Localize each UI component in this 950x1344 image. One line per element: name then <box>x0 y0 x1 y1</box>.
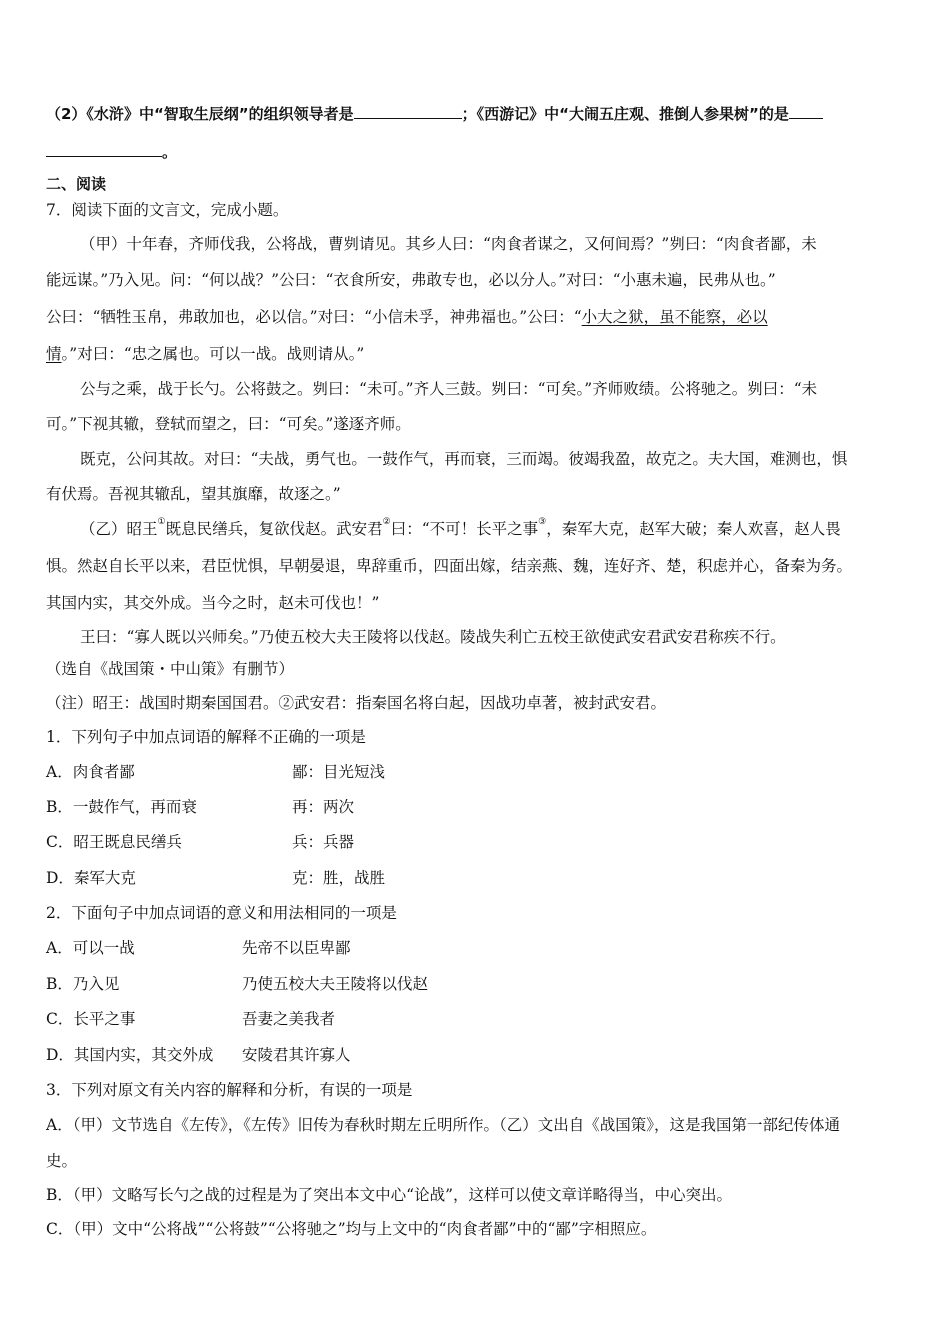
footnote-marker-2: ② <box>382 517 391 527</box>
jia-p1-line3 <box>46 307 768 327</box>
option-gloss: 先帝不以臣卑鄙 <box>242 939 351 957</box>
jia-p1-line1: （甲）十年春，齐师伐我，公将战，曹刿请见。其乡人曰：“肉食者谋之，又何间焉？”刿曰：“肉食者鄙，未 <box>80 235 817 253</box>
option-gloss: 鄙：目光短浅 <box>292 763 386 781</box>
underlined-sentence-end: 情 <box>46 345 62 363</box>
option-label: C．长平之事 <box>46 1010 136 1028</box>
section-heading: 二、阅读 <box>46 175 107 193</box>
answer-blank-2a[interactable] <box>789 104 823 119</box>
option-label: A．可以一战 <box>46 939 135 957</box>
q6-part2-end: 。 <box>162 143 178 161</box>
sub3-option-b[interactable]: B．（甲）文略写长勺之战的过程是为了突出本文中心“论战”，这样可以使文章详略得当，中心突出。 <box>46 1186 732 1204</box>
option-label: D．秦军大克 <box>46 869 136 887</box>
yi-text-d: ，秦军大克，赵军大破；秦人欢喜，赵人畏 <box>546 520 841 538</box>
sub3-option-a-line2[interactable]: 史。 <box>46 1152 78 1170</box>
option-gloss: 安陵君其许寡人 <box>242 1046 351 1064</box>
q7-intro: 7．阅读下面的文言文，完成小题。 <box>46 201 289 219</box>
q6-part2-text-b: ；《西游记》中“大闹五庄观、推倒人参果树”的是 <box>461 105 789 123</box>
sub2-option-c[interactable] <box>46 1009 336 1029</box>
jia-p1-line4-text: 。”对曰：“忠之属也。可以一战。战则请从。” <box>61 345 365 363</box>
jia-p2-line2: 可。”下视其辙，登轼而望之，曰：“可矣。”遂逐齐师。 <box>46 415 411 433</box>
source-note: （选自《战国策・中山策》有删节） <box>46 660 295 678</box>
yi-text-b: 既息民缮兵，复欲伐赵。武安君 <box>165 520 383 538</box>
answer-blank-1[interactable] <box>354 104 462 119</box>
option-label: B．一鼓作气，再而衰 <box>46 798 197 816</box>
underlined-sentence: 小大之狱，虽不能察，必以 <box>581 308 768 326</box>
yi-p1-line1 <box>80 519 841 539</box>
option-label: C．昭王既息民缮兵 <box>46 833 182 851</box>
sub3-option-c[interactable]: C．（甲）文中“公将战”“公将鼓”“公将驰之”均与上文中的“肉食者鄙”中的“鄙”字相照应。 <box>46 1220 657 1238</box>
option-gloss: 乃使五校大夫王陵将以伐赵 <box>242 975 429 993</box>
sub2-option-b[interactable] <box>46 974 429 994</box>
jia-p2-line1: 公与之乘，战于长勺。公将鼓之。刿曰：“未可。”齐人三鼓。刿曰：“可矣。”齐师败绩。公将驰之。刿曰：“未 <box>80 380 818 398</box>
q6-part2-text-a: （2）《水浒》中“智取生辰纲”的组织领导者是 <box>46 105 354 123</box>
yi-p1-line2: 惧。然赵自长平以来，君臣忧惧，早朝晏退，卑辞重币，四面出嫁，结亲燕、魏，连好齐、楚，积虑并心，备秦为务。 <box>46 557 853 575</box>
sub1-stem: 1．下列句子中加点词语的解释不正确的一项是 <box>46 728 366 746</box>
answer-blank-2b[interactable] <box>46 142 162 157</box>
sub2-option-a[interactable] <box>46 938 351 958</box>
q6-part2-line2 <box>46 142 177 162</box>
sub2-stem: 2．下面句子中加点词语的意义和用法相同的一项是 <box>46 904 397 922</box>
footnote-marker-3: ③ <box>538 517 547 527</box>
jia-p1-line4 <box>46 344 364 364</box>
option-label: B．乃入见 <box>46 975 120 993</box>
footnote-marker-1: ① <box>157 517 166 527</box>
option-gloss: 再：两次 <box>292 798 355 816</box>
footnotes: （注）昭王：战国时期秦国国君。②武安君：指秦国名将白起，因战功卓著，被封武安君。 <box>46 694 667 712</box>
option-gloss: 兵：兵器 <box>292 833 355 851</box>
q6-part2-line1 <box>46 104 823 124</box>
jia-p1-line3-text: 公曰：“牺牲玉帛，弗敢加也，必以信。”对曰：“小信未孚，神弗福也。”公曰：“ <box>46 308 582 326</box>
option-label: D．其国内实，其交外成 <box>46 1046 214 1064</box>
yi-text-c: 曰：“不可！长平之事 <box>390 520 539 538</box>
option-label: A．肉食者鄙 <box>46 763 135 781</box>
sub1-option-b[interactable] <box>46 797 355 817</box>
yi-text-a: （乙）昭王 <box>80 520 158 538</box>
yi-p1-line3: 其国内实，其交外成。当今之时，赵未可伐也！” <box>46 594 380 612</box>
jia-p3-line1: 既克，公问其故。对曰：“夫战，勇气也。一鼓作气，再而衰，三而竭。彼竭我盈，故克之。夫大国，难测也，惧 <box>80 450 848 468</box>
jia-p3-line2: 有伏焉。吾视其辙乱，望其旗靡，故逐之。” <box>46 485 341 503</box>
sub2-option-d[interactable] <box>46 1045 351 1065</box>
sub3-option-a-line1[interactable]: A．（甲）文节选自《左传》，《左传》旧传为春秋时期左丘明所作。（乙）文出自《战国策》，这是我国第一部纪传体通 <box>46 1116 840 1134</box>
sub3-stem: 3．下列对原文有关内容的解释和分析，有误的一项是 <box>46 1081 413 1099</box>
yi-p2-line1: 王曰：“寡人既以兴师矣。”乃使五校大夫王陵将以伐赵。陵战失利亡五校王欲使武安君武安君称疾不行。 <box>80 628 786 646</box>
sub1-option-a[interactable] <box>46 762 386 782</box>
sub1-option-d[interactable] <box>46 868 386 888</box>
jia-p1-line2: 能远谋。”乃入见。问：“何以战？”公曰：“衣食所安，弗敢专也，必以分人。”对曰：“小惠未遍，民弗从也。” <box>46 271 776 289</box>
option-gloss: 克：胜，战胜 <box>292 869 386 887</box>
sub1-option-c[interactable] <box>46 832 355 852</box>
option-gloss: 吾妻之美我者 <box>242 1010 336 1028</box>
